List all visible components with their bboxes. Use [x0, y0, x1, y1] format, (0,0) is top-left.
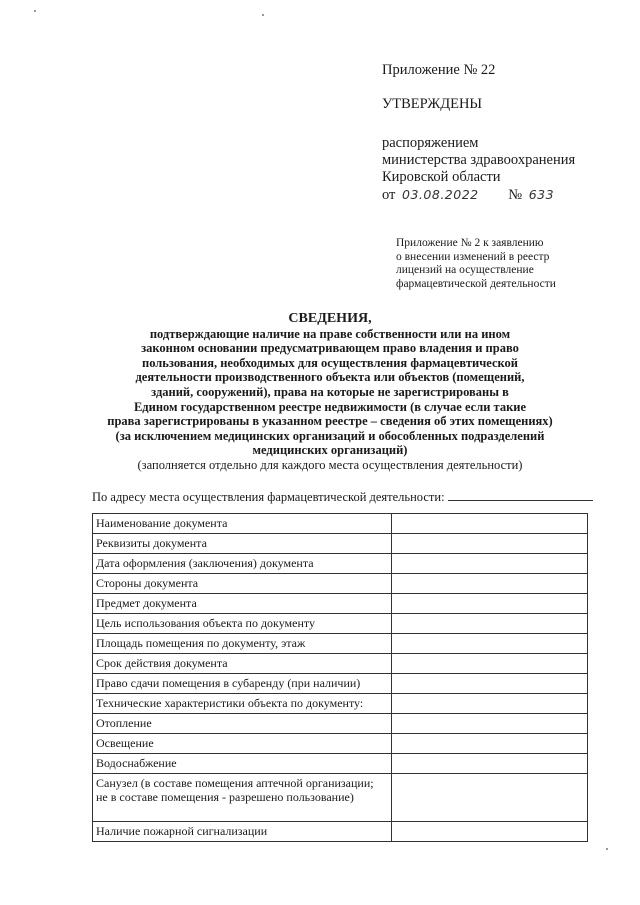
- scan-speck: [262, 14, 264, 16]
- row-value-cell[interactable]: [392, 554, 588, 574]
- order-line-1: распоряжением: [382, 135, 479, 151]
- title-line-7: права зарегистрированы в указанном реестре – сведения об этих помещениях): [107, 414, 553, 429]
- table-row: [93, 734, 588, 754]
- address-blank-line[interactable]: [448, 488, 593, 501]
- row-value-cell[interactable]: [392, 734, 588, 754]
- order-line-2: министерства здравоохранения: [382, 152, 576, 168]
- order-line-3: Кировской области: [382, 169, 501, 185]
- annex2-line-1: Приложение № 2 к заявлению: [396, 237, 544, 249]
- title-line-3: пользования, необходимых для осуществления фармацевтической: [142, 355, 518, 370]
- approved-text: УТВЕРЖДЕНЫ: [382, 96, 483, 112]
- date-prefix: от: [382, 187, 396, 203]
- table-row: [93, 774, 588, 822]
- row-label: Право сдачи помещения в субаренду (при наличии): [93, 674, 392, 694]
- row-label: Цель использования объекта по документу: [93, 614, 392, 634]
- row-value-cell[interactable]: [392, 694, 588, 714]
- row-label: Наличие пожарной сигнализации: [93, 822, 392, 842]
- document-heading: СВЕДЕНИЯ,: [288, 311, 372, 326]
- row-value-cell[interactable]: [392, 634, 588, 654]
- title-line-1: подтверждающие наличие на праве собственности или на ином: [149, 326, 511, 341]
- table-row: [93, 534, 588, 554]
- row-value-cell[interactable]: [392, 514, 588, 534]
- title-line-4: деятельности производственного объекта или объектов (помещений,: [135, 370, 525, 385]
- title-line-5: зданий, сооружений), права на которые не зарегистрированы в: [151, 384, 509, 399]
- annex2-line-3: лицензий на осуществление: [396, 264, 534, 276]
- table-row: [93, 674, 588, 694]
- row-label: Предмет документа: [93, 594, 392, 614]
- address-field: [92, 488, 593, 505]
- scan-speck: [34, 10, 36, 12]
- row-label: Отопление: [93, 714, 392, 734]
- title-line-2: законном основании предусматривающем право владения и право: [141, 341, 519, 356]
- title-line-6: Едином государственном реестре недвижимости (в случае если такие: [133, 399, 527, 414]
- row-label: Водоснабжение: [93, 754, 392, 774]
- annex2-line-4: фармацевтической деятельности: [396, 277, 556, 290]
- table-row: [93, 694, 588, 714]
- row-label: Площадь помещения по документу, этаж: [93, 634, 392, 654]
- annex2-block: [396, 237, 556, 291]
- title-note: (заполняется отдельно для каждого места осуществления деятельности): [137, 457, 523, 472]
- row-label: Наименование документа: [93, 514, 392, 534]
- row-label: Дата оформления (заключения) документа: [93, 554, 392, 574]
- table-row: [93, 514, 588, 534]
- row-label: Стороны документа: [93, 574, 392, 594]
- table-row: [93, 634, 588, 654]
- row-label: Срок действия документа: [93, 654, 392, 674]
- scan-speck: [606, 848, 608, 850]
- table-row: [93, 574, 588, 594]
- row-value-cell[interactable]: [392, 754, 588, 774]
- annex2-line-2: о внесении изменений в реестр: [396, 250, 550, 263]
- approved-heading: [382, 96, 482, 113]
- table-row: [93, 594, 588, 614]
- row-label: Реквизиты документа: [93, 534, 392, 554]
- row-value-cell[interactable]: [392, 594, 588, 614]
- table-row: [93, 654, 588, 674]
- row-label: Технические характеристики объекта по документу:: [93, 694, 392, 714]
- order-date-number: [382, 186, 575, 204]
- table-row: [93, 822, 588, 842]
- handwritten-date: 03.08.2022: [402, 187, 479, 202]
- approval-block: [382, 62, 495, 79]
- info-table: [92, 513, 588, 842]
- table-row: [93, 554, 588, 574]
- handwritten-number: 633: [528, 187, 555, 202]
- table-row: [93, 754, 588, 774]
- number-prefix: №: [508, 187, 523, 203]
- annex-number: Приложение № 22: [382, 62, 496, 78]
- title-block: [80, 312, 580, 473]
- title-line-9: медицинских организаций): [252, 443, 408, 458]
- table-row: [93, 614, 588, 634]
- row-value-cell[interactable]: [392, 774, 588, 822]
- address-label: По адресу места осуществления фармацевтической деятельности:: [92, 490, 445, 504]
- row-value-cell[interactable]: [392, 534, 588, 554]
- row-value-cell[interactable]: [392, 714, 588, 734]
- row-value-cell[interactable]: [392, 674, 588, 694]
- row-label: Санузел (в составе помещения аптечной организации; не в составе помещения - разрешено пользование): [93, 774, 392, 822]
- title-line-8: (за исключением медицинских организаций и обособленных подразделений: [115, 428, 545, 443]
- table-row: [93, 714, 588, 734]
- row-label: Освещение: [93, 734, 392, 754]
- row-value-cell[interactable]: [392, 614, 588, 634]
- row-value-cell[interactable]: [392, 654, 588, 674]
- row-value-cell[interactable]: [392, 822, 588, 842]
- row-value-cell[interactable]: [392, 574, 588, 594]
- order-block: [382, 135, 575, 204]
